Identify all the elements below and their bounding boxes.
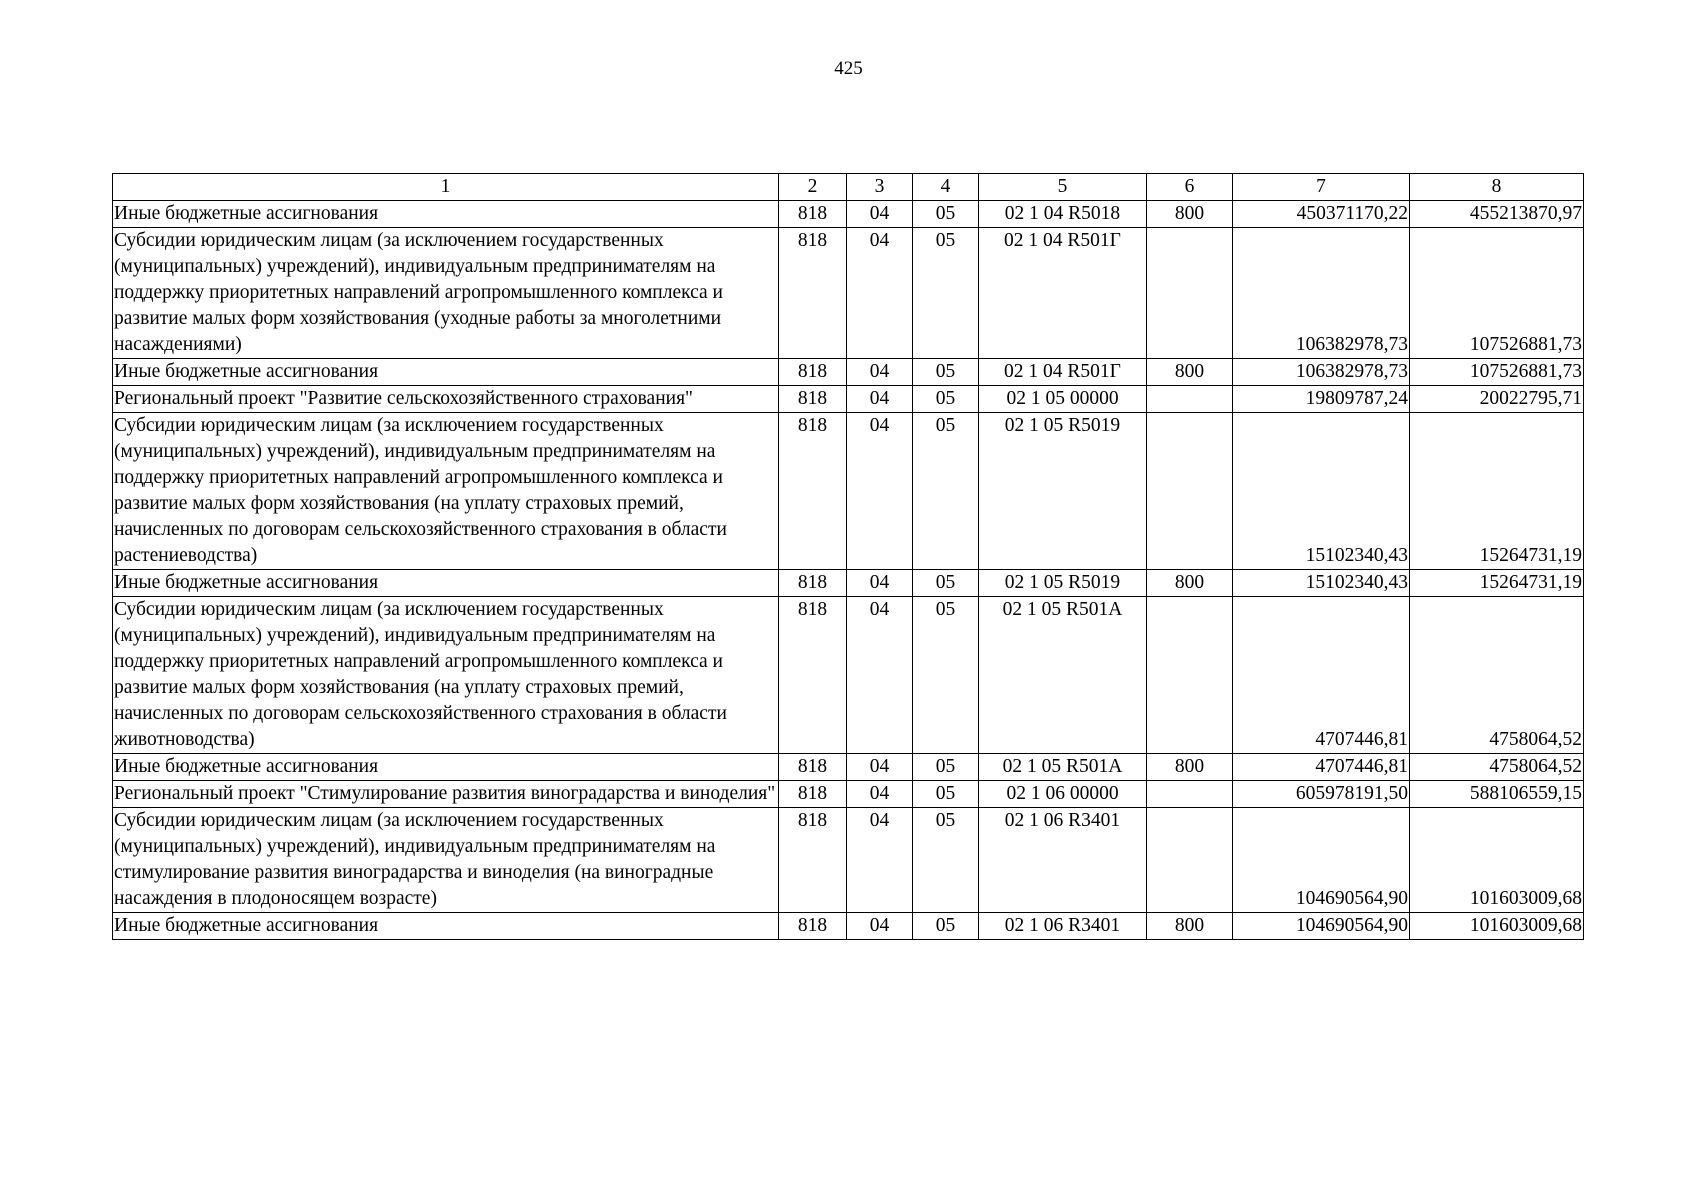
amount-year2-cell: 4758064,52 — [1410, 754, 1584, 781]
section-code-cell: 04 — [847, 228, 913, 359]
section-code-cell: 04 — [847, 913, 913, 940]
expense-type-cell — [1147, 808, 1233, 913]
header-cell: 3 — [847, 174, 913, 201]
item-name-cell: Иные бюджетные ассигнования — [113, 913, 779, 940]
amount-year2-cell: 101603009,68 — [1410, 913, 1584, 940]
section-code-cell: 04 — [847, 386, 913, 413]
item-name-cell: Региональный проект "Стимулирование развития виноградарства и виноделия" — [113, 781, 779, 808]
target-article-cell: 02 1 05 R5019 — [979, 570, 1147, 597]
amount-year1-cell: 19809787,24 — [1233, 386, 1410, 413]
table-row — [113, 913, 1584, 940]
section-code-cell: 04 — [847, 808, 913, 913]
table-row — [113, 754, 1584, 781]
target-article-cell: 02 1 06 00000 — [979, 781, 1147, 808]
amount-year2-cell: 15264731,19 — [1410, 570, 1584, 597]
expense-type-cell — [1147, 413, 1233, 570]
subsection-code-cell: 05 — [913, 597, 979, 754]
expense-type-cell — [1147, 781, 1233, 808]
amount-year2-cell: 588106559,15 — [1410, 781, 1584, 808]
table-row — [113, 359, 1584, 386]
amount-year2-cell: 20022795,71 — [1410, 386, 1584, 413]
header-cell: 8 — [1410, 174, 1584, 201]
header-cell: 4 — [913, 174, 979, 201]
header-cell: 1 — [113, 174, 779, 201]
table-row — [113, 570, 1584, 597]
expense-type-cell: 800 — [1147, 201, 1233, 228]
expense-type-cell: 800 — [1147, 913, 1233, 940]
target-article-cell: 02 1 05 R501А — [979, 754, 1147, 781]
amount-year1-cell: 104690564,90 — [1233, 808, 1410, 913]
expense-type-cell — [1147, 386, 1233, 413]
table-row — [113, 386, 1584, 413]
item-name-cell: Иные бюджетные ассигнования — [113, 754, 779, 781]
amount-year1-cell: 450371170,22 — [1233, 201, 1410, 228]
subsection-code-cell: 05 — [913, 201, 979, 228]
amount-year2-cell: 107526881,73 — [1410, 228, 1584, 359]
item-name-cell: Субсидии юридическим лицам (за исключением государственных (муниципальных) учреждений), индивидуальным предпринимателям на поддержку приоритетных направлений агропромышленного комплекса и развитие малых форм хозяйствования (уходные работы за многолетними насаждениями) — [113, 228, 779, 359]
target-article-cell: 02 1 05 R501А — [979, 597, 1147, 754]
amount-year1-cell: 4707446,81 — [1233, 754, 1410, 781]
amount-year1-cell: 15102340,43 — [1233, 570, 1410, 597]
amount-year1-cell: 4707446,81 — [1233, 597, 1410, 754]
section-code-cell: 04 — [847, 570, 913, 597]
ved-code-cell: 818 — [779, 597, 847, 754]
section-code-cell: 04 — [847, 359, 913, 386]
target-article-cell: 02 1 05 00000 — [979, 386, 1147, 413]
amount-year1-cell: 605978191,50 — [1233, 781, 1410, 808]
ved-code-cell: 818 — [779, 386, 847, 413]
section-code-cell: 04 — [847, 754, 913, 781]
ved-code-cell: 818 — [779, 228, 847, 359]
subsection-code-cell: 05 — [913, 570, 979, 597]
item-name-cell: Иные бюджетные ассигнования — [113, 570, 779, 597]
subsection-code-cell: 05 — [913, 913, 979, 940]
amount-year1-cell: 104690564,90 — [1233, 913, 1410, 940]
subsection-code-cell: 05 — [913, 808, 979, 913]
table-body — [113, 174, 1584, 940]
ved-code-cell: 818 — [779, 754, 847, 781]
target-article-cell: 02 1 06 R3401 — [979, 808, 1147, 913]
header-cell: 2 — [779, 174, 847, 201]
target-article-cell: 02 1 04 R501Г — [979, 359, 1147, 386]
target-article-cell: 02 1 06 R3401 — [979, 913, 1147, 940]
expense-type-cell: 800 — [1147, 359, 1233, 386]
subsection-code-cell: 05 — [913, 359, 979, 386]
expense-type-cell — [1147, 597, 1233, 754]
ved-code-cell: 818 — [779, 570, 847, 597]
item-name-cell: Иные бюджетные ассигнования — [113, 201, 779, 228]
header-row — [113, 174, 1584, 201]
subsection-code-cell: 05 — [913, 413, 979, 570]
section-code-cell: 04 — [847, 413, 913, 570]
amount-year1-cell: 106382978,73 — [1233, 228, 1410, 359]
section-code-cell: 04 — [847, 781, 913, 808]
ved-code-cell: 818 — [779, 913, 847, 940]
table-row — [113, 597, 1584, 754]
item-name-cell: Иные бюджетные ассигнования — [113, 359, 779, 386]
section-code-cell: 04 — [847, 597, 913, 754]
amount-year1-cell: 15102340,43 — [1233, 413, 1410, 570]
amount-year2-cell: 101603009,68 — [1410, 808, 1584, 913]
subsection-code-cell: 05 — [913, 781, 979, 808]
table-row — [113, 228, 1584, 359]
ved-code-cell: 818 — [779, 201, 847, 228]
subsection-code-cell: 05 — [913, 386, 979, 413]
header-cell: 6 — [1147, 174, 1233, 201]
target-article-cell: 02 1 04 R5018 — [979, 201, 1147, 228]
table-row — [113, 201, 1584, 228]
amount-year2-cell: 4758064,52 — [1410, 597, 1584, 754]
ved-code-cell: 818 — [779, 808, 847, 913]
amount-year1-cell: 106382978,73 — [1233, 359, 1410, 386]
target-article-cell: 02 1 04 R501Г — [979, 228, 1147, 359]
header-cell: 5 — [979, 174, 1147, 201]
header-cell: 7 — [1233, 174, 1410, 201]
amount-year2-cell: 455213870,97 — [1410, 201, 1584, 228]
item-name-cell: Субсидии юридическим лицам (за исключением государственных (муниципальных) учреждений), индивидуальным предпринимателям на стимулирование развития виноградарства и виноделия (на виноградные насаждения в плодоносящем возрасте) — [113, 808, 779, 913]
budget-table — [112, 173, 1584, 940]
ved-code-cell: 818 — [779, 781, 847, 808]
table-row — [113, 781, 1584, 808]
item-name-cell: Региональный проект "Развитие сельскохозяйственного страхования" — [113, 386, 779, 413]
page-number: 425 — [834, 58, 863, 79]
section-code-cell: 04 — [847, 201, 913, 228]
ved-code-cell: 818 — [779, 359, 847, 386]
expense-type-cell: 800 — [1147, 570, 1233, 597]
ved-code-cell: 818 — [779, 413, 847, 570]
subsection-code-cell: 05 — [913, 754, 979, 781]
table-row — [113, 808, 1584, 913]
amount-year2-cell: 107526881,73 — [1410, 359, 1584, 386]
table-row — [113, 413, 1584, 570]
amount-year2-cell: 15264731,19 — [1410, 413, 1584, 570]
expense-type-cell — [1147, 228, 1233, 359]
target-article-cell: 02 1 05 R5019 — [979, 413, 1147, 570]
subsection-code-cell: 05 — [913, 228, 979, 359]
item-name-cell: Субсидии юридическим лицам (за исключением государственных (муниципальных) учреждений), индивидуальным предпринимателям на поддержку приоритетных направлений агропромышленного комплекса и развитие малых форм хозяйствования (на уплату страховых премий, начисленных по договорам сельскохозяйственного страхования в области животноводства) — [113, 597, 779, 754]
expense-type-cell: 800 — [1147, 754, 1233, 781]
item-name-cell: Субсидии юридическим лицам (за исключением государственных (муниципальных) учреждений), индивидуальным предпринимателям на поддержку приоритетных направлений агропромышленного комплекса и развитие малых форм хозяйствования (на уплату страховых премий, начисленных по договорам сельскохозяйственного страхования в области растениеводства) — [113, 413, 779, 570]
